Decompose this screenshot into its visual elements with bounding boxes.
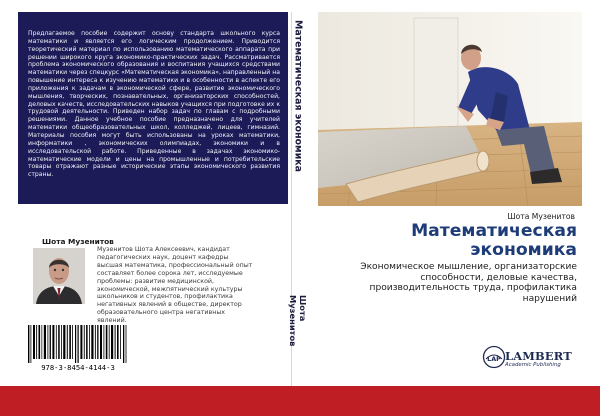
- front-author: Шота Музенитов: [507, 212, 575, 221]
- publisher-logo-text: LAP: [487, 355, 501, 363]
- author-photo: [33, 248, 85, 304]
- spine-author: Шота Музенитов: [288, 295, 308, 347]
- book-title: Математическая экономика: [411, 221, 577, 260]
- publisher-logo-icon: [482, 345, 506, 369]
- cover-photo: [318, 12, 582, 206]
- publisher-name: LAMBERT: [505, 349, 572, 363]
- isbn-number: 978-3-8454-4144-3: [41, 363, 115, 372]
- author-bio: Музенитов Шота Алексеевич, кандидат педагогических наук, доцент кафедры высшая математика, профессиональный опыт составляет более сорока лет, исследуемые проблемы: развитие медицинской, экономической, межпятнический культуры школьников и студентов, профилактика негативных явлений в обществе, директор образовательного центра негативных явлений.: [97, 246, 253, 325]
- bottom-red-band: [0, 386, 600, 416]
- book-subtitle: Экономическое мышление, организаторские способности, деловые качества, производительность труда, профилактика нарушений: [360, 262, 577, 304]
- spine-title: Математическая экономика: [292, 20, 304, 172]
- back-cover-blurb: Предлагаемое пособие содержит основу стандарта школьного курса математики и является его логическим продолжением. Приводится теоретический материал по использованию математического аппарата при решении широкого круга экономико-практических задач. Рассматривается проблема экономического образования и воспитания учащихся средствами математики через спецкурс «Математическая экономика», направленный на повышение интереса к изучению математики и в особенности в аспекте его приложения к задачам в экономической сфере, развитие экономического мышления, творческих, познавательных, организаторских способностей, деловых качеств, исследовательских навыков учащихся при подготовке их к трудовой деятельности. Приведен набор задач по главам с подробными решениями. Данное учебное пособие предназначено для учителей математики общеобразовательных школ, колледжей, лицеев, гимназий. Материалы пособия могут быть использованы на уроках математики, информатики , экономических олимпиадах, экономики и в исследовательской работе. Приведенные в задачах экономико-математические модели и цены на промышленные и потребительские товары отражают разные исторические этапы экономического развития страны.: [28, 30, 280, 179]
- author-label: Шота Музенитов: [42, 237, 114, 246]
- publisher-subtitle: Academic Publishing: [505, 362, 561, 368]
